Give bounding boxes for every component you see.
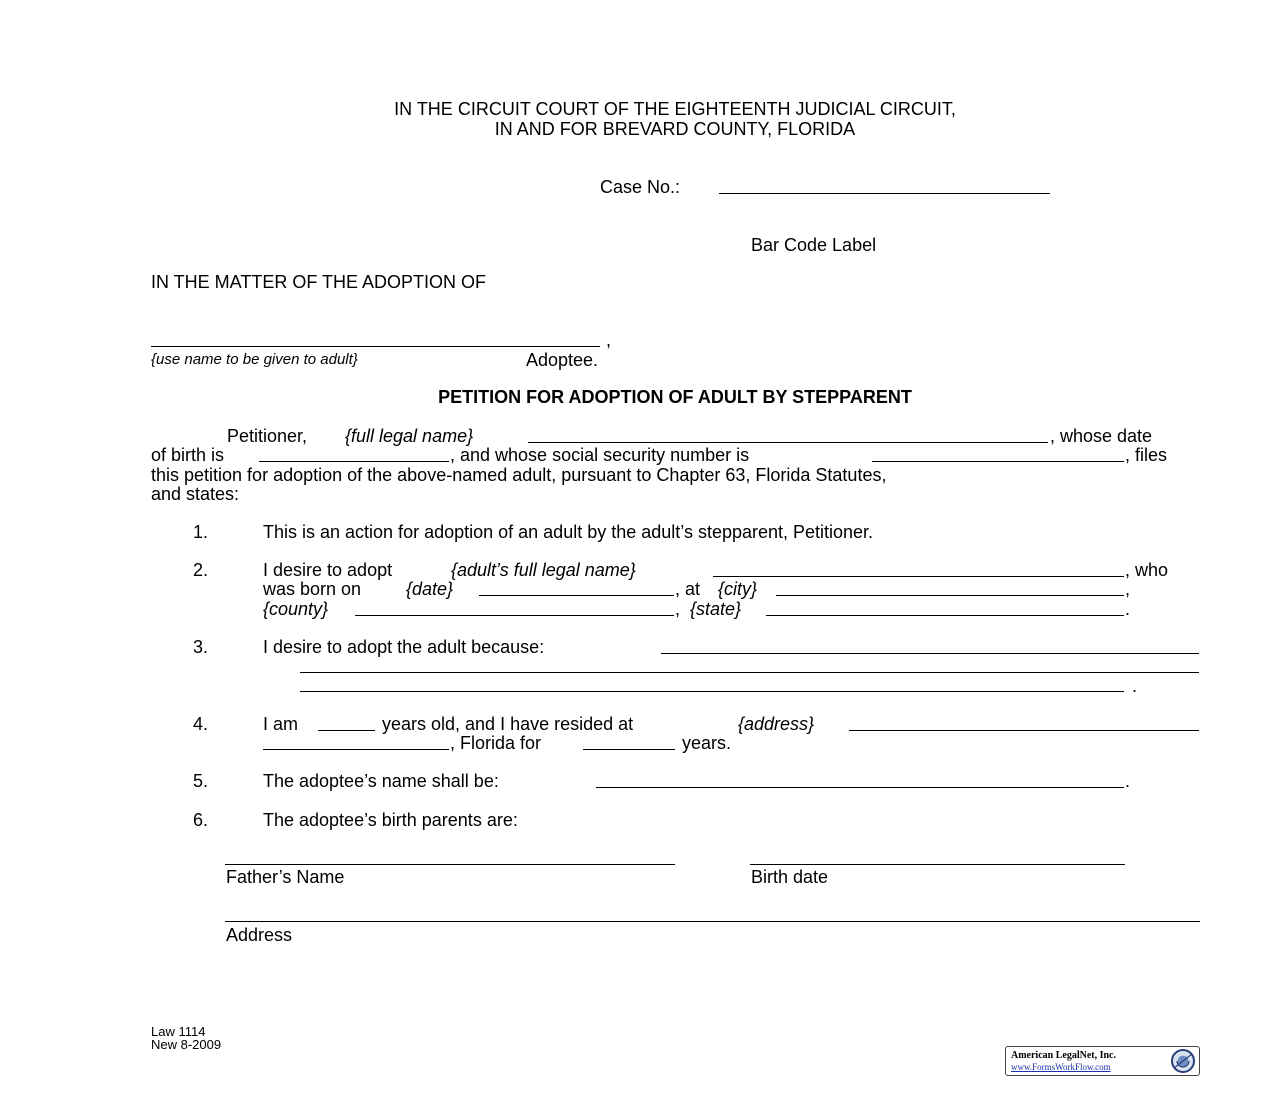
item-1-number: 1. xyxy=(192,522,208,542)
logo-company-name: American LegalNet, Inc. xyxy=(1011,1050,1116,1061)
item-4-florida-for: , Florida for xyxy=(450,733,542,753)
petitioner-age-field[interactable] xyxy=(318,730,375,731)
item-3-period: . xyxy=(1132,676,1138,696)
case-number-field[interactable] xyxy=(719,193,1050,194)
item-2-county-hint: {county} xyxy=(263,599,329,619)
adoptee-name-hint: {use name to be given to adult} xyxy=(151,351,358,368)
petitioner-address-field-2[interactable] xyxy=(263,749,449,750)
intro-whose-date: , whose date xyxy=(1050,426,1153,446)
caption-comma: , xyxy=(606,330,612,350)
logo-url[interactable]: www.FormsWorkFlow.com xyxy=(1011,1062,1111,1072)
adoptee-name-field[interactable] xyxy=(151,346,600,347)
item-5-text: The adoptee’s name shall be: xyxy=(263,771,499,791)
item-2-comma-2: , xyxy=(675,599,681,619)
adopt-reason-field-2[interactable] xyxy=(300,672,1199,673)
adult-birth-city-field[interactable] xyxy=(776,595,1124,596)
adult-birth-date-field[interactable] xyxy=(479,595,674,596)
court-heading-line2: IN AND FOR BREVARD COUNTY, FLORIDA xyxy=(494,119,856,139)
intro-files: , files xyxy=(1125,445,1168,465)
petitioner-dob-field[interactable] xyxy=(259,461,449,462)
residence-years-field[interactable] xyxy=(583,749,675,750)
adult-birth-county-field[interactable] xyxy=(355,615,674,616)
item-2-city-hint: {city} xyxy=(718,579,758,599)
item-2-born-on: was born on xyxy=(263,579,362,599)
item-2-adult-name-hint: {adult’s full legal name} xyxy=(451,560,636,580)
matter-caption: IN THE MATTER OF THE ADOPTION OF xyxy=(151,272,487,292)
adoptee-label: Adoptee. xyxy=(526,350,599,370)
item-2-at: , at xyxy=(675,579,701,599)
intro-line4: and states: xyxy=(151,484,240,504)
intro-ssn-label: , and whose social security number is xyxy=(450,445,750,465)
petition-title: PETITION FOR ADOPTION OF ADULT BY STEPPARENT xyxy=(438,387,912,407)
petitioner-name-field[interactable] xyxy=(528,442,1048,443)
item-4-address-hint: {address} xyxy=(738,714,815,734)
item-2-date-hint: {date} xyxy=(406,579,454,599)
item-6-number: 6. xyxy=(192,810,208,830)
item-4-years-old: years old, and I have resided at xyxy=(382,714,634,734)
adoptee-new-name-field[interactable] xyxy=(596,787,1124,788)
american-legalnet-logo[interactable] xyxy=(1005,1046,1200,1076)
item-2-comma: , xyxy=(1125,579,1131,599)
item-2-period: . xyxy=(1125,599,1131,619)
intro-birth-label: of birth is xyxy=(151,445,225,465)
petitioner-ssn-field[interactable] xyxy=(872,461,1124,462)
father-name-field[interactable] xyxy=(225,864,675,865)
item-2-state-hint: {state} xyxy=(690,599,742,619)
intro-line3: this petition for adoption of the above-named adult, pursuant to Chapter 63, Florida Statutes, xyxy=(151,465,887,485)
intro-full-name-hint: {full legal name} xyxy=(345,426,474,446)
adopt-reason-field-1[interactable] xyxy=(661,653,1199,654)
address-label: Address xyxy=(226,925,293,945)
item-3-number: 3. xyxy=(192,637,208,657)
item-4-years: years. xyxy=(682,733,732,753)
form-number: Law 1114 xyxy=(151,1024,206,1039)
globe-icon xyxy=(1170,1048,1196,1074)
item-6-text: The adoptee’s birth parents are: xyxy=(263,810,518,830)
court-heading-line1: IN THE CIRCUIT COURT OF THE EIGHTEENTH JUDICIAL CIRCUIT, xyxy=(394,99,956,119)
case-number-label: Case No.: xyxy=(600,177,681,197)
adult-birth-state-field[interactable] xyxy=(766,615,1124,616)
item-2-text-a: I desire to adopt xyxy=(263,560,393,580)
father-name-label: Father’s Name xyxy=(226,867,345,887)
item-4-i-am: I am xyxy=(263,714,299,734)
form-revision: New 8-2009 xyxy=(151,1037,222,1052)
item-1-text: This is an action for adoption of an adult by the adult’s stepparent, Petitioner. xyxy=(263,522,874,542)
item-3-text: I desire to adopt the adult because: xyxy=(263,637,545,657)
item-4-number: 4. xyxy=(192,714,208,734)
item-2-number: 2. xyxy=(192,560,208,580)
intro-petitioner-label: Petitioner, xyxy=(227,426,308,446)
father-address-field[interactable] xyxy=(225,921,1200,922)
adopt-reason-field-3[interactable] xyxy=(300,691,1124,692)
item-5-period: . xyxy=(1125,771,1131,791)
petitioner-address-field-1[interactable] xyxy=(849,730,1199,731)
item-2-who: , who xyxy=(1125,560,1169,580)
item-5-number: 5. xyxy=(192,771,208,791)
bar-code-label: Bar Code Label xyxy=(751,235,877,255)
father-birth-date-field[interactable] xyxy=(750,864,1125,865)
adult-full-name-field[interactable] xyxy=(713,576,1124,577)
birth-date-label: Birth date xyxy=(751,867,829,887)
